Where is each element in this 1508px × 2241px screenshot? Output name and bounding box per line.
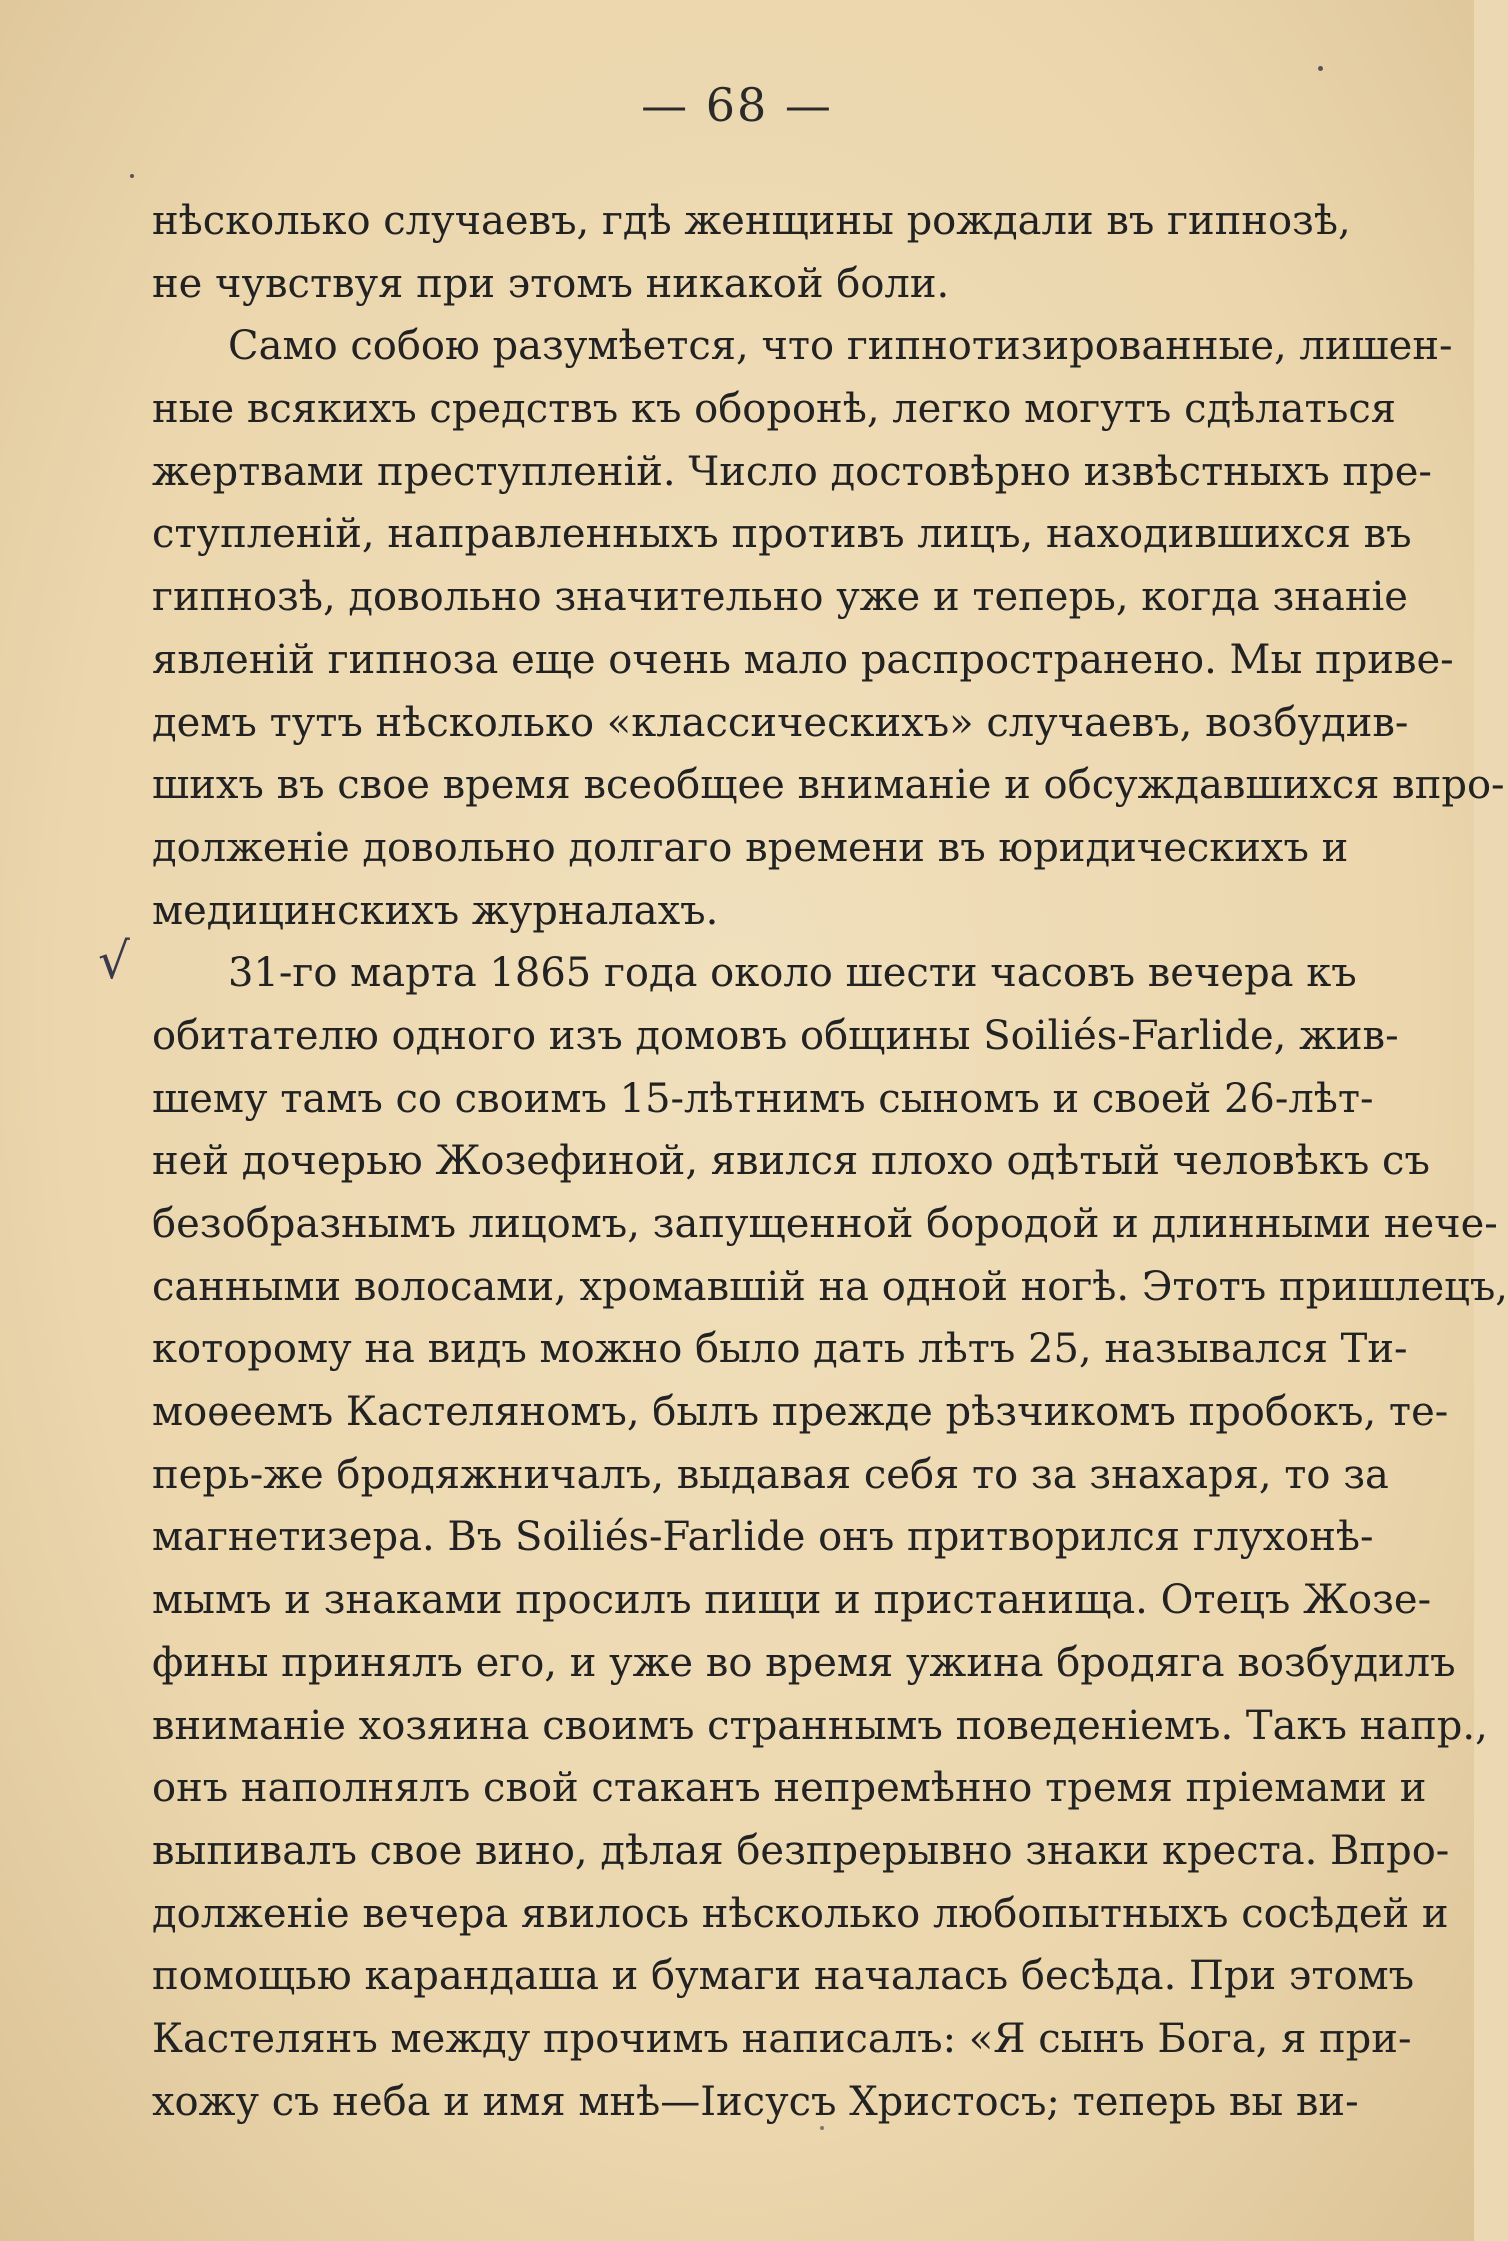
- text-line: безобразнымъ лицомъ, запущенной бородой и длинными нече-: [152, 1201, 1498, 1247]
- text-line: ступленій, направленныхъ противъ лицъ, находившихся въ: [152, 511, 1412, 558]
- text-line: Кастелянъ между прочимъ написалъ: «Я сынъ Бога, я при-: [152, 2015, 1412, 2062]
- text-line: фины принялъ его, и уже во время ужина бродяга возбудилъ: [152, 1639, 1456, 1686]
- text-line: которому на видъ можно было дать лѣтъ 25, назывался Ти-: [152, 1326, 1408, 1373]
- text-line: долженіе довольно долгаго времени въ юридическихъ и: [152, 824, 1349, 871]
- text-line: гипнозѣ, довольно значительно уже и теперь, когда знаніе: [152, 574, 1408, 621]
- checkmark-annotation: √: [98, 932, 130, 990]
- text-line: вниманіе хозяина своимъ страннымъ поведеніемъ. Такъ напр.,: [152, 1702, 1488, 1749]
- page-number: — 68 —: [641, 78, 833, 132]
- text-line: магнетизера. Въ Soiliés-Farlide онъ притворился глухонѣ-: [152, 1514, 1374, 1561]
- text-line: перь-же бродяжничалъ, выдавая себя то за знахаря, то за: [152, 1451, 1389, 1498]
- text-line: Само собою разумѣется, что гипнотизированные, лишен-: [228, 323, 1453, 370]
- text-line: обитателю одного изъ домовъ общины Soiliés-Farlide, жив-: [152, 1012, 1399, 1059]
- text-line: медицинскихъ журналахъ.: [152, 887, 719, 934]
- text-line: ные всякихъ средствъ къ оборонѣ, легко могутъ сдѣлаться: [152, 386, 1397, 433]
- text-line: ней дочерью Жозефиной, явился плохо одѣтый человѣкъ съ: [152, 1138, 1430, 1185]
- text-line: хожу съ неба и имя мнѣ—Іисусъ Христосъ; теперь вы ви-: [152, 2078, 1359, 2125]
- text-line: шему тамъ со своимъ 15-лѣтнимъ сыномъ и своей 26-лѣт-: [152, 1075, 1374, 1122]
- paper-speck: [1318, 66, 1323, 71]
- text-line: моѳеемъ Кастеляномъ, былъ прежде рѣзчикомъ пробокъ, те-: [152, 1389, 1449, 1436]
- text-line: мымъ и знаками просилъ пищи и пристанища. Отецъ Жозе-: [152, 1577, 1432, 1624]
- text-line: шихъ въ свое время всеобщее вниманіе и обсуждавшихся впро-: [152, 762, 1505, 809]
- text-line: жертвами преступленій. Число достовѣрно извѣстныхъ пре-: [152, 448, 1432, 495]
- text-line: явленій гипноза еще очень мало распространено. Мы приве-: [152, 636, 1454, 683]
- paper-speck: [820, 2126, 824, 2130]
- text-line: 31-го марта 1865 года около шести часовъ вечера къ: [228, 950, 1357, 997]
- body-text: [152, 190, 1508, 2133]
- text-line: долженіе вечера явилось нѣсколько любопытныхъ сосѣдей и: [152, 1890, 1449, 1937]
- text-line: санными волосами, хромавшій на одной ногѣ. Этотъ пришлецъ,: [152, 1263, 1508, 1310]
- text-line: не чувствуя при этомъ никакой боли.: [152, 260, 950, 307]
- paper-speck: [130, 174, 134, 178]
- text-line: онъ наполнялъ свой стаканъ непремѣнно тремя пріемами и: [152, 1765, 1427, 1812]
- text-line: демъ тутъ нѣсколько «классическихъ» случаевъ, возбудив-: [152, 699, 1409, 746]
- text-line: нѣсколько случаевъ, гдѣ женщины рождали въ гипнозѣ,: [152, 198, 1351, 244]
- text-line: помощью карандаша и бумаги началась бесѣда. При этомъ: [152, 1953, 1415, 2000]
- text-line: выпивалъ свое вино, дѣлая безпрерывно знаки креста. Впро-: [152, 1827, 1450, 1874]
